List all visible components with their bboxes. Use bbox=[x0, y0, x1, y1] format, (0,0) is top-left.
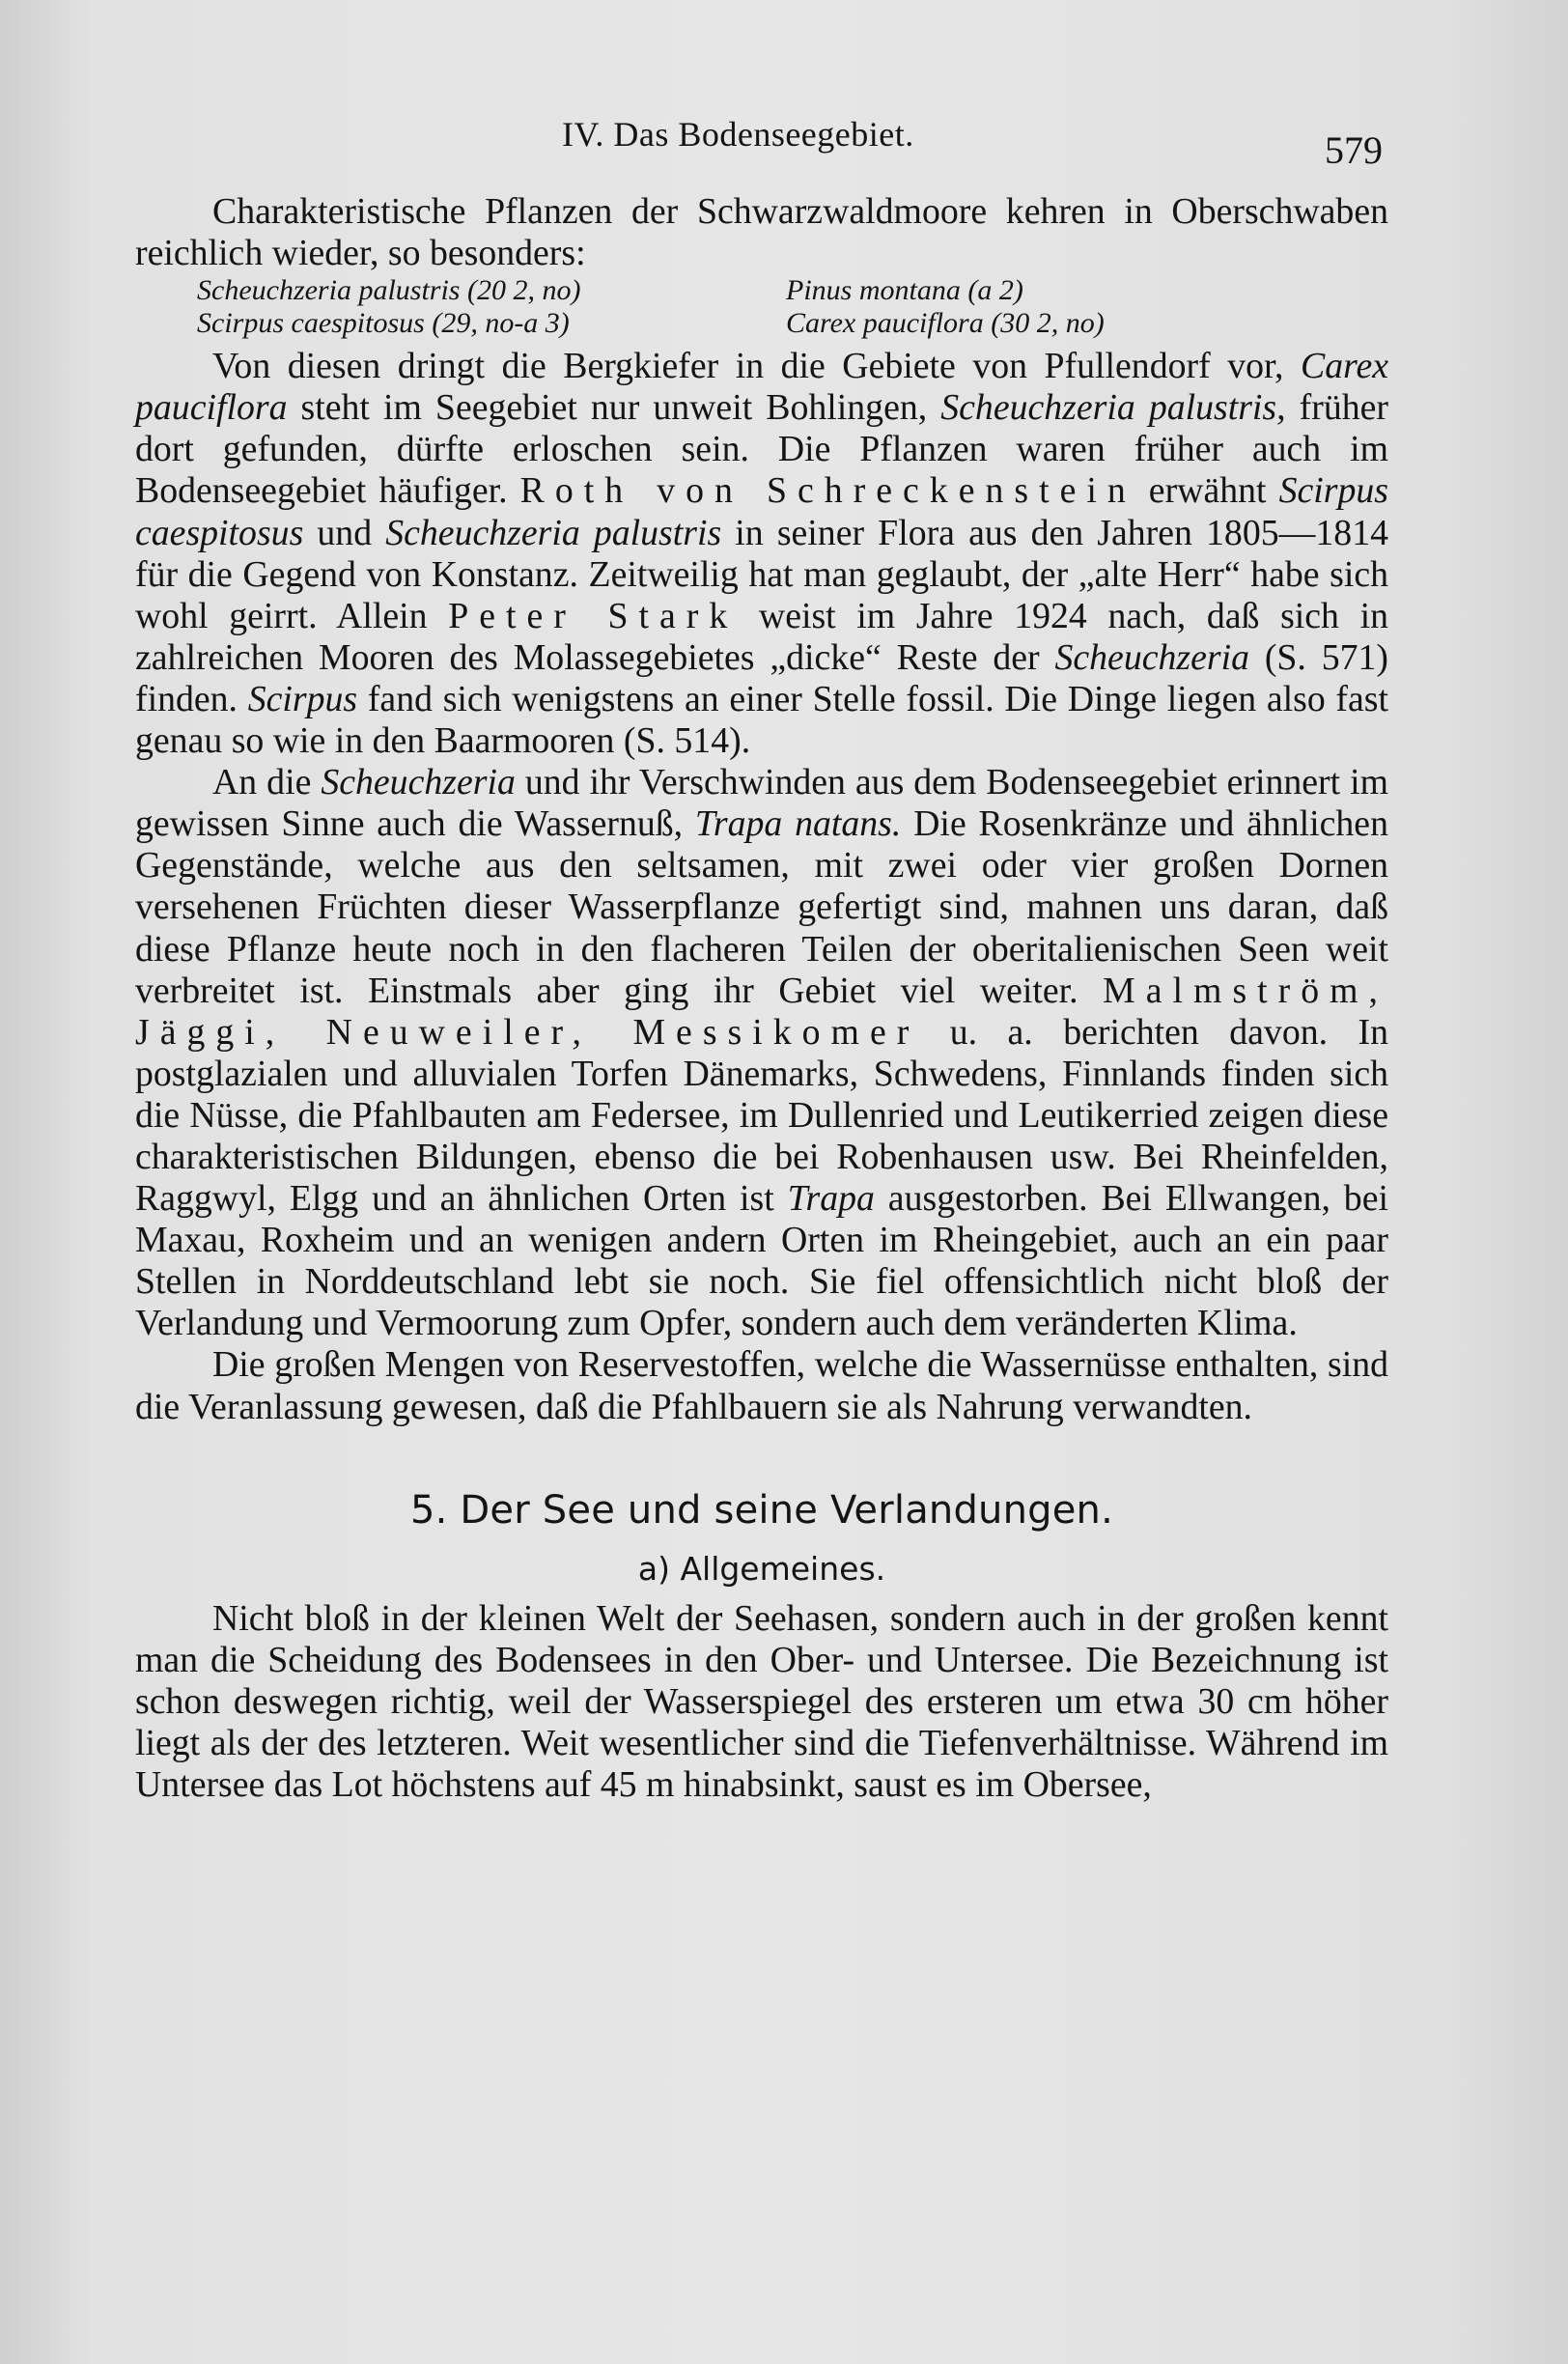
paragraph-reservestoffe: Die großen Mengen von Reservestoffen, welche die Wassernüsse enthalten, sind die Veranlassung gewesen, daß die Pfahlbauern sie als Nahrung verwandten. bbox=[135, 1344, 1388, 1427]
species-item: Pinus montana (a 2) bbox=[786, 274, 1023, 307]
paragraph-wassernuss: An die Scheuchzeria und ihr Verschwinden aus dem Bodenseegebiet erinnert im gewissen Sinne auch die Wassernuß, Trapa natans. Die Rosenkränze und ähnlichen Gegenstände, welche aus den seltsamen, mit zwei oder vier großen Dornen versehenen Früchten dieser Wasserpflanze gefertigt sind, mahnen uns daran, daß diese Pflanze heute noch in den flacheren Teilen der oberitalienischen Seen weit verbreitet ist. Einstmals aber ging ihr Gebiet viel weiter. Malmström, Jäggi, Neuweiler, Messikomer u. a. berichten davon. In postglazialen und alluvialen Torfen Dänemarks, Schwedens, Finnlands finden sich die Nüsse, die Pfahlbauten am Federsee, im Dullenried und Leutikerried zeigen diese charakteristischen Bildungen, ebenso die bei Robenhausen usw. Bei Rheinfelden, Raggwyl, Elgg und an ähnlichen Orten ist Trapa ausgestorben. Bei Ellwangen, bei Maxau, Roxheim und an wenigen andern Orten im Rheingebiet, auch an ein paar Stellen in Norddeutschland lebt sie noch. Sie fiel offensichtlich nicht bloß der Verlandung und Vermoorung zum Opfer, sondern auch dem veränderten Klima. bbox=[135, 762, 1388, 1344]
species-list bbox=[197, 274, 1388, 340]
species-item: Scheuchzeria palustris (20 2, no) bbox=[197, 274, 581, 307]
author-names: Malmström, Jäggi, Neuweiler, Messikomer bbox=[135, 970, 1388, 1053]
species-item: Scirpus caespitosus (29, no-a 3) bbox=[197, 307, 570, 340]
page-body bbox=[135, 191, 1388, 1806]
subsection-title: a) Allgemeines. bbox=[637, 1549, 886, 1588]
page-header bbox=[0, 114, 1568, 172]
author-name: Peter Stark bbox=[448, 595, 739, 636]
page-number: 579 bbox=[1325, 128, 1383, 172]
paragraph-intro: Charakteristische Pflanzen der Schwarzwaldmoore kehren in Oberschwaben reichlich wieder, so besonders: bbox=[135, 191, 1388, 274]
paragraph-bergkiefer: Von diesen dringt die Bergkiefer in die Gebiete von Pfullendorf vor, Carex pauciflora steht im Seegebiet nur unweit Bohlingen, Scheuchzeria palustris, früher dort gefunden, dürfte erloschen sein. Die Pflanzen waren früher auch im Bodenseegebiet häufiger. Roth von Schreckenstein erwähnt Scirpus caespitosus und Scheuchzeria palustris in seiner Flora aus den Jahren 1805—1814 für die Gegend von Konstanz. Zeitweilig hat man geglaubt, der „alte Herr“ habe sich wohl geirrt. Allein Peter Stark weist im Jahre 1924 nach, daß sich in zahlreichen Mooren des Molassegebietes „dicke“ Reste der Scheuchzeria (S. 571) finden. Scirpus fand sich wenigstens an einer Stelle fossil. Die Dinge liegen also fast genau so wie in den Baarmooren (S. 514). bbox=[135, 346, 1389, 762]
paragraph-allgemeines: Nicht bloß in der kleinen Welt der Seehasen, sondern auch in der großen kennt man die Scheidung des Bodensees in den Ober- und Untersee. Die Bezeichnung ist schon deswegen richtig, weil der Wasserspiegel des ersteren um etwa 30 cm höher liegt als der des letzteren. Weit wesentlicher sind die Tiefenverhältnisse. Während im Untersee das Lot höchstens auf 45 m hinabsinkt, saust es im Obersee, bbox=[135, 1597, 1388, 1805]
running-head: IV. Das Bodenseegebiet. bbox=[562, 115, 914, 154]
section-title: 5. Der See und seine Verlandungen. bbox=[409, 1487, 1114, 1533]
author-name: Roth von Schreckenstein bbox=[519, 470, 1136, 512]
species-item: Carex pauciflora (30 2, no) bbox=[786, 307, 1105, 340]
